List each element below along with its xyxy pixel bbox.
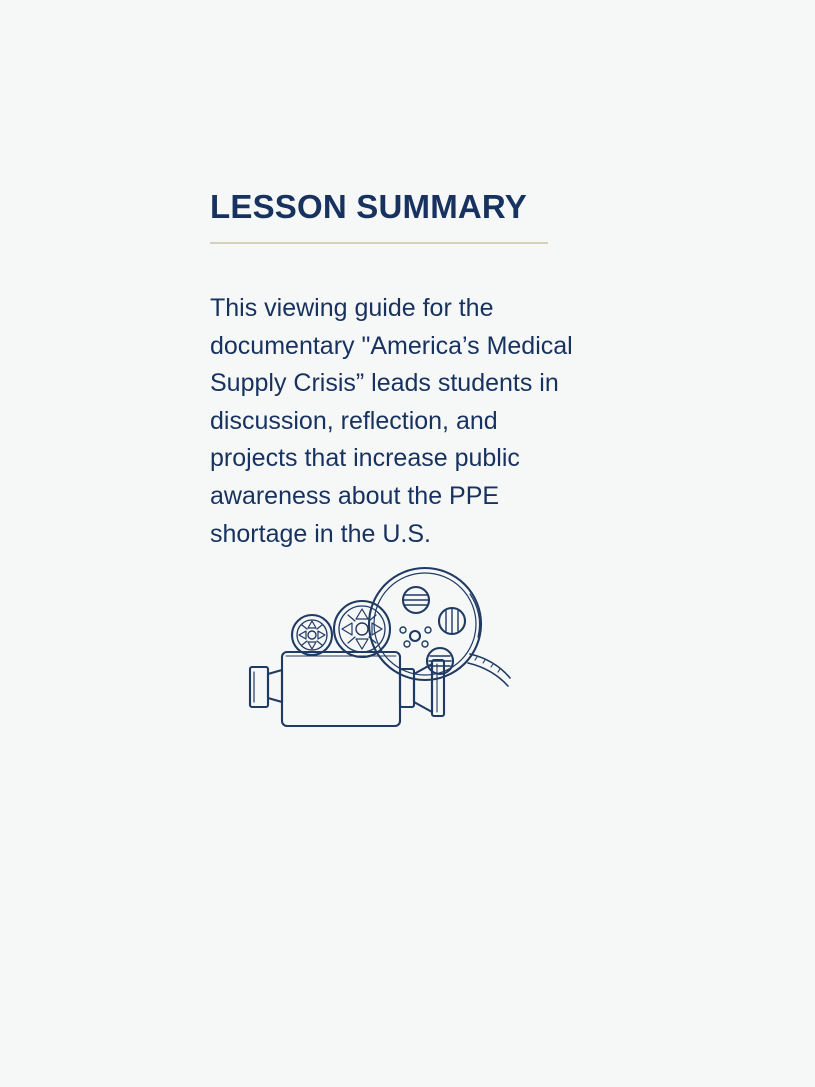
lesson-summary-text bbox=[210, 290, 630, 553]
heading-divider bbox=[210, 242, 548, 244]
film-camera-icon bbox=[242, 566, 518, 732]
summary-line: Supply Crisis” leads students in bbox=[210, 369, 559, 398]
summary-line: This viewing guide for the bbox=[210, 294, 494, 322]
lesson-summary-heading: LESSON SUMMARY bbox=[210, 188, 527, 225]
summary-line: awareness about the PPE bbox=[210, 481, 500, 510]
summary-line: documentary "America’s Medical bbox=[210, 331, 573, 360]
summary-line: projects that increase public bbox=[210, 444, 520, 473]
summary-line: shortage in the U.S. bbox=[210, 519, 431, 548]
summary-line: discussion, reflection, and bbox=[210, 406, 498, 435]
